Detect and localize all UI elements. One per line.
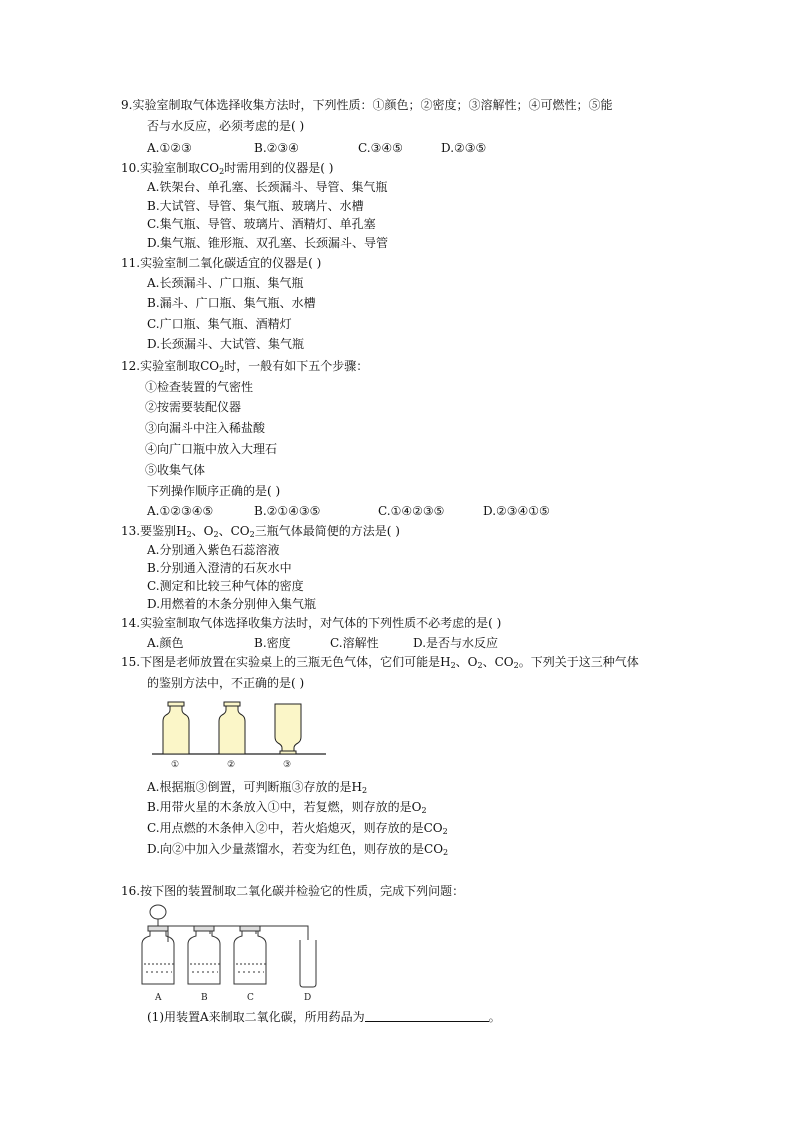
q13-t2: 、O bbox=[191, 524, 214, 538]
q12-stem bbox=[121, 359, 368, 373]
q14-option-d: D.是否与水反应 bbox=[413, 636, 499, 650]
q10-stem-text: 10.实验室制取CO bbox=[121, 161, 220, 175]
q15-t2: 、O bbox=[455, 655, 478, 669]
q12-stem-text: 12.实验室制取CO bbox=[121, 359, 220, 373]
q12-step-2: ②按需要装配仪器 bbox=[145, 400, 242, 414]
q16-stem: 16.按下图的装置制取二氧化碳并检验它的性质，完成下列问题： bbox=[121, 884, 465, 898]
q15-t4: 。下列关于这三种气体 bbox=[518, 655, 639, 669]
q15-c-text: C.用点燃的木条伸入②中，若火焰熄灭，则存放的是CO bbox=[147, 821, 443, 835]
q10-stem-text2: 时需用到的仪器是( ) bbox=[224, 161, 334, 175]
q10-option-a: A.铁架台、单孔塞、长颈漏斗、导管、集气瓶 bbox=[147, 180, 388, 194]
q12-stem-text2: 时，一般有如下五个步骤： bbox=[224, 359, 369, 373]
q9-option-d: D.②③⑤ bbox=[441, 141, 487, 155]
q11-stem: 11.实验室制二氧化碳适宜的仪器是( ) bbox=[121, 256, 322, 270]
q12-option-d: D.②③④①⑤ bbox=[483, 504, 550, 518]
q14-stem: 14.实验室制取气体选择收集方法时，对气体的下列性质不必考虑的是( ) bbox=[121, 616, 502, 630]
q16-sub1-end: 。 bbox=[488, 1010, 501, 1024]
q9-option-b: B.②③④ bbox=[254, 141, 299, 155]
co2-apparatus-figure bbox=[140, 900, 340, 1005]
q9-line1: 9.实验室制取气体选择收集方法时，下列性质：①颜色；②密度；③溶解性；④可燃性；⑤能 bbox=[121, 98, 613, 112]
cylinder-d bbox=[300, 940, 316, 987]
apparatus-label-b: B bbox=[201, 993, 208, 1003]
q15-b-sub: 2 bbox=[421, 806, 427, 815]
q13-stem bbox=[121, 524, 400, 538]
q14-option-c: C.溶解性 bbox=[330, 636, 379, 650]
q13-t3: 、CO bbox=[218, 524, 250, 538]
q9-option-c: C.③④⑤ bbox=[358, 141, 403, 155]
q14-option-a: A.颜色 bbox=[147, 636, 184, 650]
q11-option-d: D.长颈漏斗、大试管、集气瓶 bbox=[147, 337, 305, 351]
q15-line1 bbox=[121, 655, 639, 669]
bottle-a bbox=[142, 930, 174, 984]
q15-t3: 、CO bbox=[482, 655, 514, 669]
bottle-3-inverted bbox=[275, 704, 301, 754]
q13-option-c: C.测定和比较三种气体的密度 bbox=[147, 579, 304, 593]
q12-option-c: C.①④②③⑤ bbox=[378, 504, 445, 518]
q13-option-a: A.分别通入紫色石蕊溶液 bbox=[147, 543, 280, 557]
q9-option-a: A.①②③ bbox=[147, 141, 192, 155]
apparatus-label-d: D bbox=[304, 993, 312, 1003]
q12-option-a: A.①②③④⑤ bbox=[147, 504, 214, 518]
q12-ask: 下列操作顺序正确的是( ) bbox=[147, 484, 281, 498]
bottle-2 bbox=[219, 702, 245, 754]
q10-option-c: C.集气瓶、导管、玻璃片、酒精灯、单孔塞 bbox=[147, 217, 376, 231]
q12-option-b: B.②①④③⑤ bbox=[254, 504, 321, 518]
q15-c-sub: 2 bbox=[442, 827, 448, 836]
bottle-1 bbox=[163, 702, 189, 754]
q12-step-5: ⑤收集气体 bbox=[145, 463, 206, 477]
q10-subscript: 2 bbox=[219, 167, 225, 176]
q12-step-3: ③向漏斗中注入稀盐酸 bbox=[145, 421, 266, 435]
three-bottles-figure bbox=[150, 700, 330, 770]
q15-option-b bbox=[147, 800, 427, 814]
bottle-label-3: ③ bbox=[283, 760, 292, 770]
q13-t1: 13.要鉴别H bbox=[121, 524, 187, 538]
q11-option-c: C.广口瓶、集气瓶、酒精灯 bbox=[147, 317, 292, 331]
q13-s1: 2 bbox=[186, 530, 192, 539]
bottle-label-2: ② bbox=[227, 760, 236, 770]
q15-line2: 的鉴别方法中，不正确的是( ) bbox=[147, 676, 305, 690]
answer-blank[interactable] bbox=[365, 1010, 489, 1022]
q12-subscript: 2 bbox=[219, 365, 225, 374]
q9-line2: 否与水反应，必须考虑的是( ) bbox=[147, 119, 305, 133]
q15-d-sub: 2 bbox=[443, 848, 449, 857]
apparatus-label-c: C bbox=[247, 993, 254, 1003]
q14-option-b: B.密度 bbox=[254, 636, 291, 650]
q15-option-d bbox=[147, 842, 448, 856]
q15-b-text: B.用带火星的木条放入①中，若复燃，则存放的是O bbox=[147, 800, 422, 814]
q13-option-d: D.用燃着的木条分别伸入集气瓶 bbox=[147, 597, 317, 611]
q15-option-c bbox=[147, 821, 448, 835]
bottle-label-1: ① bbox=[171, 760, 180, 770]
q10-option-b: B.大试管、导管、集气瓶、玻璃片、水槽 bbox=[147, 199, 364, 213]
q15-t1: 15.下图是老师放置在实验桌上的三瓶无色气体，它们可能是H bbox=[121, 655, 451, 669]
q13-s2: 2 bbox=[213, 530, 219, 539]
q10-stem bbox=[121, 161, 333, 175]
q16-sub1-text: (1)用装置A来制取二氧化碳，所用药品为 bbox=[147, 1010, 365, 1024]
bottle-b bbox=[188, 930, 220, 984]
q11-option-a: A.长颈漏斗、广口瓶、集气瓶 bbox=[147, 276, 304, 290]
q15-s1: 2 bbox=[450, 661, 456, 670]
q12-step-1: ①检查装置的气密性 bbox=[145, 380, 254, 394]
q15-a-text: A.根据瓶③倒置，可判断瓶③存放的是H bbox=[147, 780, 362, 794]
q15-a-sub: 2 bbox=[361, 786, 368, 795]
q16-sub1 bbox=[147, 1010, 501, 1024]
q13-option-b: B.分别通入澄清的石灰水中 bbox=[147, 561, 292, 575]
q13-s3: 2 bbox=[249, 530, 255, 539]
q15-d-text: D.向②中加入少量蒸馏水，若变为红色，则存放的是CO bbox=[147, 842, 444, 856]
q13-t4: 三瓶气体最简便的方法是( ) bbox=[254, 524, 400, 538]
q15-s3: 2 bbox=[513, 661, 519, 670]
separatory-funnel-bulb bbox=[150, 905, 166, 919]
q11-option-b: B.漏斗、广口瓶、集气瓶、水槽 bbox=[147, 296, 316, 310]
q15-option-a bbox=[147, 780, 367, 794]
bottle-c bbox=[234, 930, 266, 984]
q10-option-d: D.集气瓶、锥形瓶、双孔塞、长颈漏斗、导管 bbox=[147, 236, 389, 250]
q12-step-4: ④向广口瓶中放入大理石 bbox=[145, 442, 278, 456]
q15-s2: 2 bbox=[477, 661, 483, 670]
apparatus-label-a: A bbox=[155, 993, 162, 1003]
